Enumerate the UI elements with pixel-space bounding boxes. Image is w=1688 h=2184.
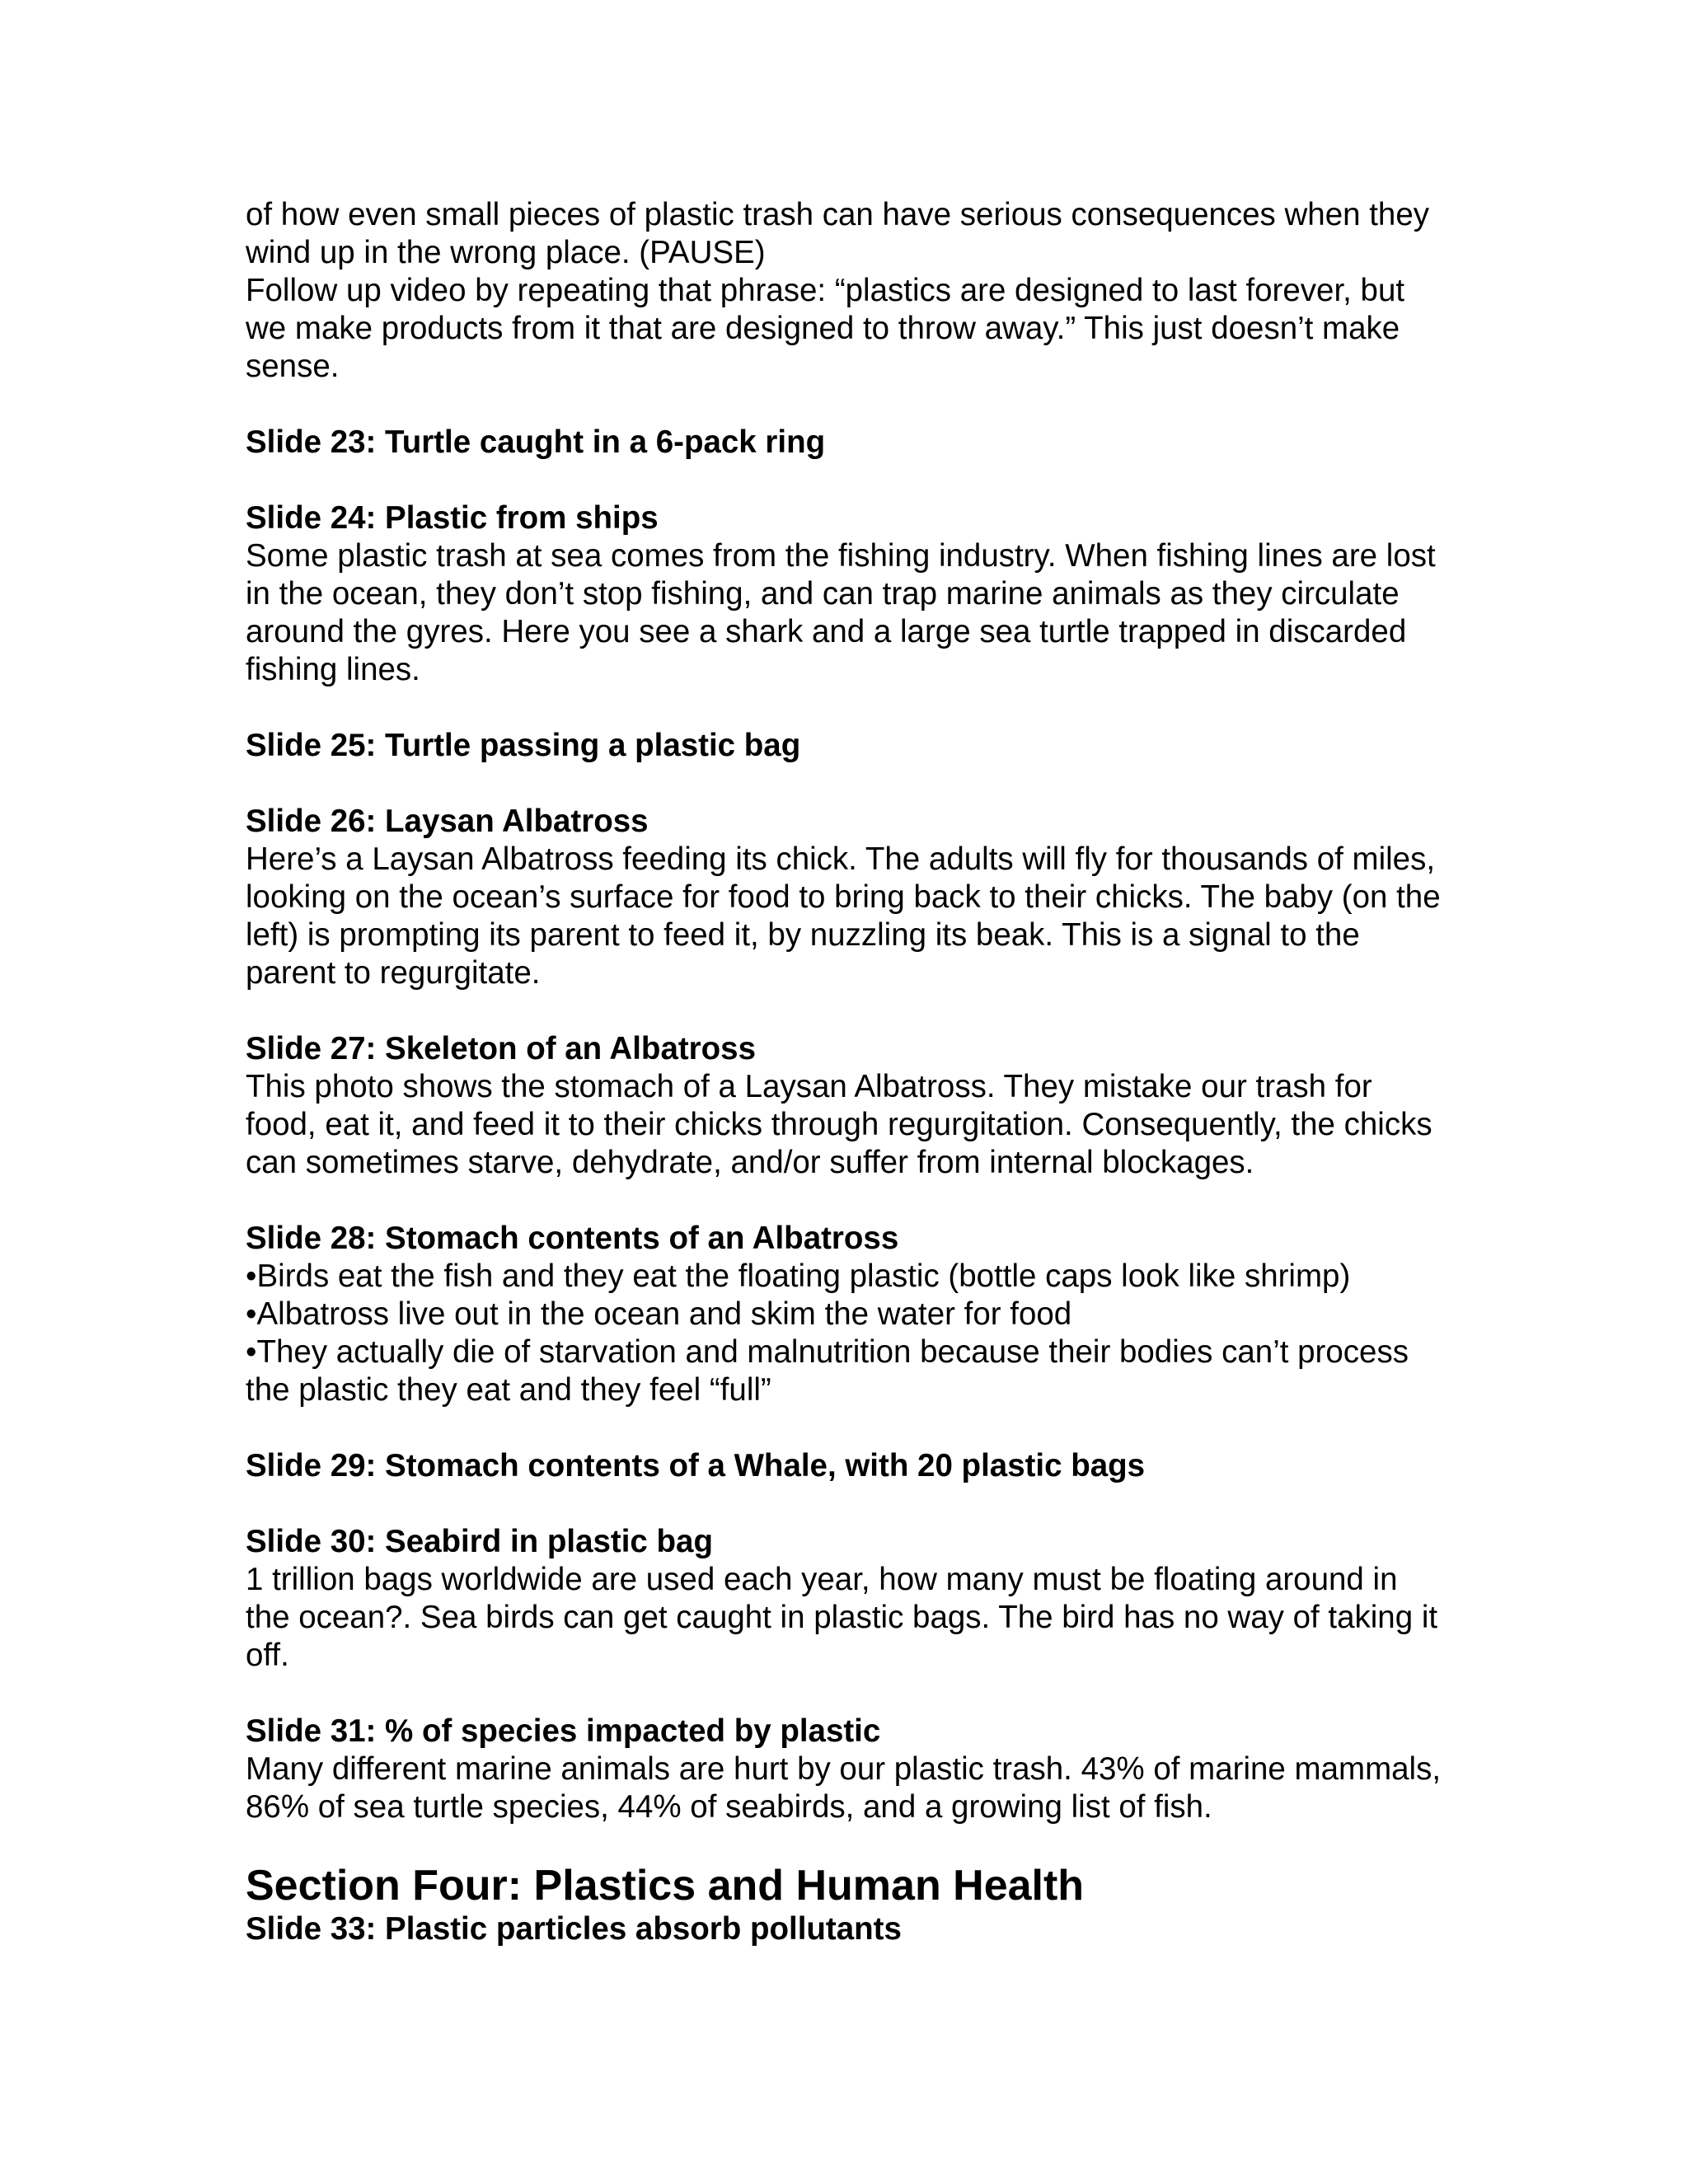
slide-28 (246, 1220, 1449, 1409)
slide-24 (246, 499, 1449, 689)
slide-31 (246, 1713, 1449, 1826)
slide-body: This photo shows the stomach of a Laysan Albatross. They mistake our trash for food, eat it, and feed it to their chicks through regurgitation. Consequently, the chicks can sometimes starve, dehydrate, and/or suffer from internal blockages. (246, 1069, 1432, 1180)
slide-heading: Slide 33: Plastic particles absorb pollutants (246, 1911, 902, 1947)
intro-paragraph: of how even small pieces of plastic trash can have serious consequences when they wind up in the wrong place. (PAUSE) (246, 197, 1430, 270)
slide-heading: Slide 27: Skeleton of an Albatross (246, 1031, 757, 1066)
slide-heading: Slide 23: Turtle caught in a 6-pack ring (246, 424, 826, 460)
section-title: Section Four: Plastics and Human Health (246, 1862, 1085, 1910)
slide-27 (246, 1030, 1449, 1182)
intro-text (246, 196, 1449, 386)
slide-body: Here’s a Laysan Albatross feeding its chick. The adults will fly for thousands of miles, looking on the ocean’s surface for food to bring back to their chicks. The baby (on the left) is prompting its parent to feed it, by nuzzling its beak. This is a signal to the parent to regurgitate. (246, 841, 1441, 991)
slide-body: Many different marine animals are hurt by our plastic trash. 43% of marine mammals, 86% of sea turtle species, 44% of seabirds, and a growing list of fish. (246, 1751, 1442, 1825)
bullet-list (246, 1258, 1449, 1409)
slide-26 (246, 803, 1449, 992)
slide-heading: Slide 30: Seabird in plastic bag (246, 1524, 713, 1559)
slide-heading: Slide 29: Stomach contents of a Whale, with 20 plastic bags (246, 1448, 1146, 1483)
slide-heading: Slide 26: Laysan Albatross (246, 804, 649, 839)
slide-body: 1 trillion bags worldwide are used each year, how many must be floating around in the ocean?. Sea birds can get caught in plastic bags. The bird has no way of taking it off. (246, 1562, 1438, 1673)
document-page (246, 196, 1449, 1948)
slide-heading: Slide 24: Plastic from ships (246, 500, 659, 536)
bullet-item: •Birds eat the fish and they eat the floating plastic (bottle caps look like shrimp) (246, 1258, 1351, 1294)
slide-heading: Slide 31: % of species impacted by plastic (246, 1713, 881, 1749)
slide-23 (246, 424, 1449, 462)
slide-29 (246, 1447, 1449, 1485)
slide-heading: Slide 28: Stomach contents of an Albatross (246, 1221, 899, 1256)
slide-25 (246, 727, 1449, 765)
section-four (246, 1854, 1449, 1948)
slide-30 (246, 1523, 1449, 1675)
bullet-item: •Albatross live out in the ocean and skim the water for food (246, 1296, 1072, 1332)
bullet-item: •They actually die of starvation and malnutrition because their bodies can’t process the plastic they eat and they feel “full” (246, 1334, 1409, 1408)
slide-heading: Slide 25: Turtle passing a plastic bag (246, 728, 801, 763)
slide-body: Some plastic trash at sea comes from the fishing industry. When fishing lines are lost in the ocean, they don’t stop fishing, and can trap marine animals as they circulate around the gyres. Here you see a shark and a large sea turtle trapped in discarded fishing lines. (246, 538, 1436, 687)
intro-paragraph: Follow up video by repeating that phrase: “plastics are designed to last forever, but we make products from it that are designed to throw away.” This just doesn’t make sense. (246, 273, 1405, 384)
